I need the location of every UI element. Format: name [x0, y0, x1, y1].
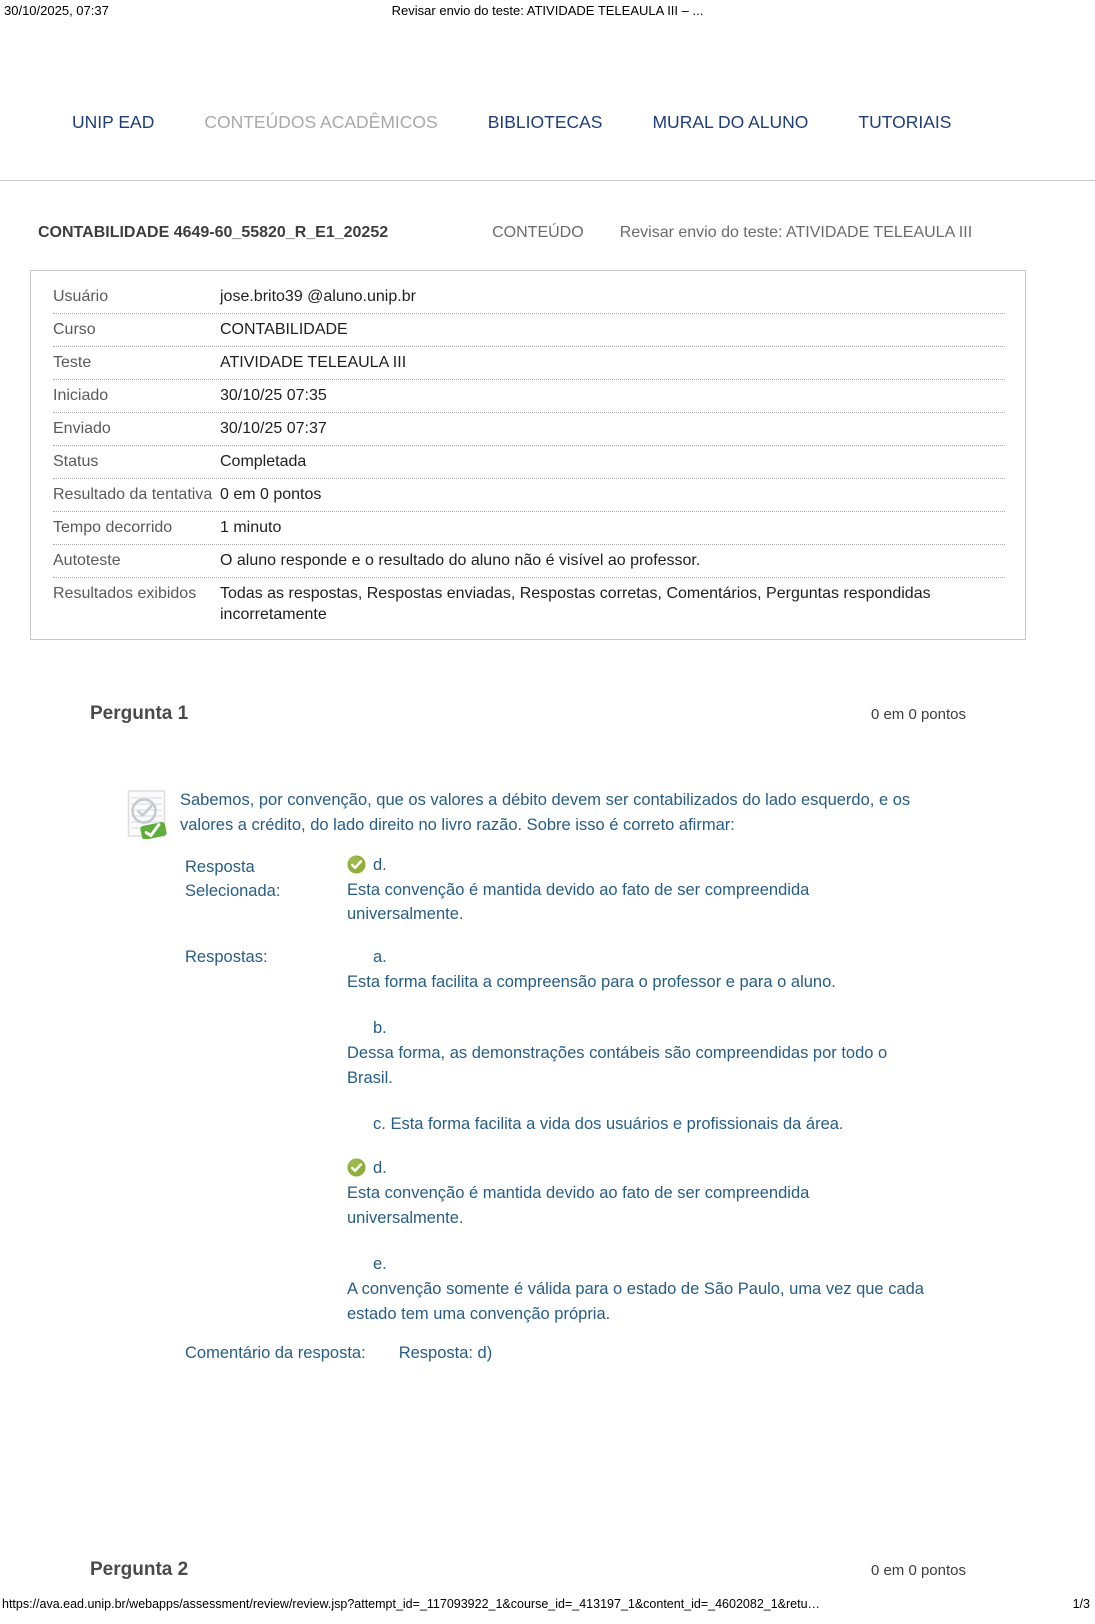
question-1-title: Pergunta 1 — [90, 703, 189, 724]
answer-option-e — [347, 1252, 925, 1327]
answer-option-d-correct — [347, 1156, 925, 1231]
print-footer — [2, 1597, 1090, 1611]
selected-answer-label: Resposta Selecionada: — [185, 858, 281, 900]
option-letter: a. — [373, 948, 387, 966]
answer-comment-value: Resposta: d) — [398, 1344, 493, 1362]
green-check-icon — [347, 855, 366, 874]
print-title: Revisar envio do teste: ATIVIDADE TELEAULA III – ... — [391, 3, 704, 18]
top-navigation — [72, 112, 951, 133]
summary-value: Todas as respostas, Respostas enviadas, Respostas corretas, Comentários, Perguntas respondidas incorretamente — [220, 585, 931, 623]
selected-answer-text: Esta convenção é mantida devido ao fato de ser compreendida universalmente. — [347, 880, 810, 923]
answer-option-a — [347, 945, 925, 995]
summary-value: jose.brito39 @aluno.unip.br — [220, 288, 416, 305]
answer-comment-label: Comentário da resposta: — [185, 1344, 366, 1362]
summary-row-autoteste — [53, 545, 1005, 578]
summary-label: Usuário — [53, 288, 109, 305]
question-2-title: Pergunta 2 — [90, 1559, 189, 1580]
nav-item-conteudos-academicos[interactable]: CONTEÚDOS ACADÊMICOS — [204, 112, 438, 132]
summary-label: Curso — [53, 321, 96, 338]
test-document-icon — [127, 790, 168, 839]
question-1-points: 0 em 0 pontos — [870, 706, 966, 723]
nav-item-tutoriais[interactable]: TUTORIAIS — [858, 112, 952, 132]
option-text: Dessa forma, as demonstrações contábeis são compreendidas por todo o Brasil. — [347, 1044, 888, 1087]
summary-label: Enviado — [53, 420, 111, 437]
summary-label: Teste — [53, 354, 92, 371]
answers-label: Respostas: — [185, 948, 268, 966]
option-letter: e. — [373, 1255, 387, 1273]
option-text: Esta forma facilita a vida dos usuários e profissionais da área. — [390, 1115, 844, 1133]
question-1-section — [30, 695, 1026, 1425]
nav-item-bibliotecas[interactable]: BIBLIOTECAS — [487, 112, 603, 132]
option-letter: d. — [373, 1159, 387, 1177]
summary-value: CONTABILIDADE — [220, 321, 348, 338]
nav-item-unip-ead[interactable]: UNIP EAD — [72, 112, 155, 132]
summary-label: Status — [53, 453, 99, 470]
question-1-text: Sabemos, por convenção, que os valores a débito devem ser contabilizados do lado esquerdo, e os valores a crédito, do lado direito no livro razão. Sobre isso é correto afirmar: — [180, 791, 911, 834]
selected-answer-letter-row — [347, 853, 892, 878]
green-check-icon — [347, 1158, 366, 1177]
answer-option-c — [347, 1112, 925, 1137]
summary-row-usuario — [53, 281, 1005, 314]
summary-label: Autoteste — [53, 552, 121, 569]
answer-option-b — [347, 1016, 925, 1091]
summary-value: 30/10/25 07:37 — [220, 420, 327, 437]
print-header — [4, 3, 1091, 18]
breadcrumb-current-page: Revisar envio do teste: ATIVIDADE TELEAULA III — [619, 224, 973, 241]
summary-row-resultado — [53, 479, 1005, 512]
option-letter: c. — [373, 1115, 386, 1133]
summary-row-teste — [53, 347, 1005, 380]
footer-page-indicator: 1/3 — [1072, 1597, 1090, 1611]
nav-item-mural-do-aluno[interactable]: MURAL DO ALUNO — [652, 112, 809, 132]
summary-row-iniciado — [53, 380, 1005, 413]
answer-comment-row — [185, 1344, 492, 1363]
option-text: Esta convenção é mantida devido ao fato de ser compreendida universalmente. — [347, 1184, 810, 1227]
summary-row-curso — [53, 314, 1005, 347]
question-2-points: 0 em 0 pontos — [870, 1562, 966, 1579]
breadcrumb-course[interactable]: CONTABILIDADE 4649-60_55820_R_E1_20252 — [38, 224, 389, 241]
summary-value: ATIVIDADE TELEAULA III — [220, 354, 407, 371]
selected-answer-letter: d. — [373, 856, 387, 874]
summary-value: 0 em 0 pontos — [220, 486, 322, 503]
summary-label: Iniciado — [53, 387, 109, 404]
summary-row-enviado — [53, 413, 1005, 446]
option-text: Esta forma facilita a compreensão para o professor e para o aluno. — [347, 973, 836, 991]
summary-value: 30/10/25 07:35 — [220, 387, 327, 404]
summary-label: Resultados exibidos — [53, 585, 197, 602]
option-text: A convenção somente é válida para o estado de São Paulo, uma vez que cada estado tem uma convenção própria. — [347, 1280, 924, 1323]
answer-options-list — [347, 945, 925, 1348]
option-letter: b. — [373, 1019, 387, 1037]
summary-value: O aluno responde e o resultado do aluno não é visível ao professor. — [220, 552, 701, 569]
attempt-summary-panel — [30, 270, 1026, 640]
breadcrumb-conteudo[interactable]: CONTEÚDO — [492, 224, 584, 241]
summary-label: Resultado da tentativa — [53, 486, 213, 503]
print-datetime: 30/10/2025, 07:37 — [4, 3, 109, 18]
question-2-section — [30, 1551, 1026, 1601]
summary-label: Tempo decorrido — [53, 519, 173, 536]
nav-divider — [0, 180, 1095, 181]
summary-row-tempo — [53, 512, 1005, 545]
summary-value: 1 minuto — [220, 519, 282, 536]
summary-value: Completada — [220, 453, 307, 470]
selected-answer — [347, 853, 892, 927]
breadcrumb — [38, 224, 1055, 242]
question-2-header — [30, 1551, 1026, 1581]
summary-row-resultados-exibidos — [53, 578, 1005, 631]
footer-url: https://ava.ead.unip.br/webapps/assessment/review/review.jsp?attempt_id=_117093922_1&course_id=_413197_1&content_id=_4602082_1&retu… — [2, 1597, 821, 1611]
question-1-header — [30, 695, 1026, 725]
summary-row-status — [53, 446, 1005, 479]
